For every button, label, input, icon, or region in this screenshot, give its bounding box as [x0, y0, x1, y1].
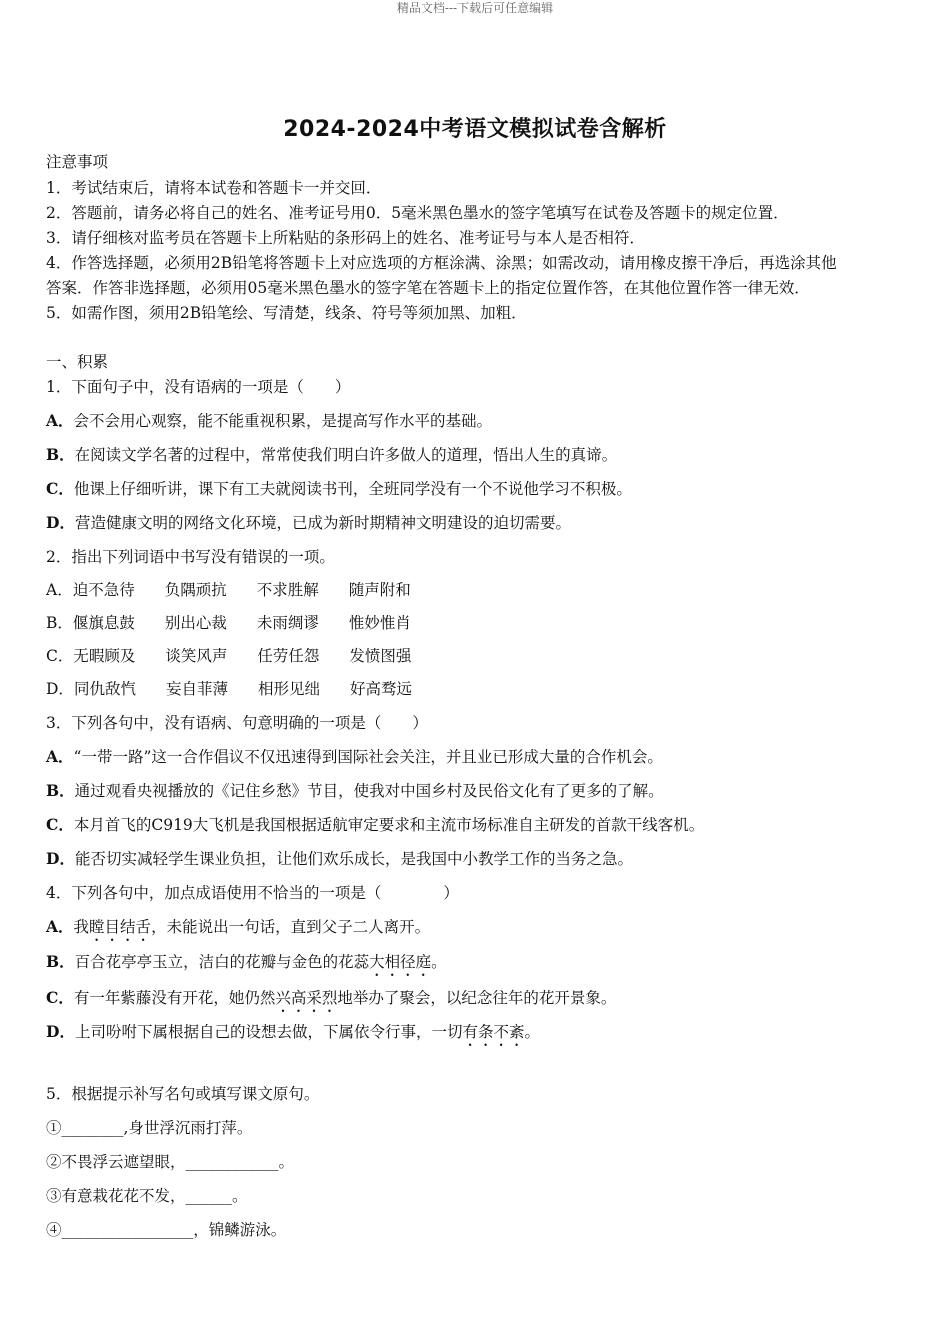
word: 相形见绌 [257, 680, 320, 698]
question-stem: 3．下列各句中，没有语病、句意明确的一项是（ ） [46, 714, 428, 732]
option-letter: B． [46, 445, 75, 464]
fill-item: ③有意栽花花不发，______。 [46, 1187, 248, 1205]
option-letter: B． [46, 614, 73, 632]
option-text: 。 [431, 953, 447, 971]
option-text: 。 [524, 1023, 540, 1041]
option-row [46, 613, 411, 633]
word: 谈笑风声 [165, 647, 228, 665]
option-text: 能否切实减轻学生课业负担，让他们欢乐成长，是我国中小教学工作的当务之急。 [74, 850, 633, 868]
word: 好高骛远 [349, 680, 412, 698]
word: 偃旗息鼓 [72, 614, 135, 632]
question-stem: 2．指出下列词语中书写没有错误的一项。 [46, 548, 335, 566]
option-text: 地举办了聚会，以纪念往年的花开景象。 [337, 989, 617, 1007]
word: 发愤图强 [349, 647, 412, 665]
option-letter: C． [46, 647, 74, 665]
option-text: “一带一路”这一合作倡议不仅迅速得到国际社会关注，并且业已形成大量的合作机会。 [73, 748, 663, 766]
option-row [46, 988, 616, 1016]
notice-item: 1．考试结束后，请将本试卷和答题卡一并交回． [46, 179, 382, 197]
option-letter: C． [46, 815, 74, 834]
option-letter: C． [46, 479, 74, 498]
option-row [46, 646, 411, 666]
option-text: 通过观看央视播放的《记住乡愁》节目，使我对中国乡村及民俗文化有了更多的了解。 [74, 782, 664, 800]
option-row [46, 513, 571, 533]
notice-item: 2．答题前，请务必将自己的姓名、准考证号用0．5毫米黑色墨水的签字笔填写在试卷及答题卡的规定位置． [46, 204, 789, 222]
notice-heading: 注意事项 [46, 153, 109, 171]
question-stem: 5．根据提示补写名句或填写课文原句。 [46, 1085, 320, 1103]
option-text: 上司吩咐下属根据自己的设想去做，下属依令行事，一切 [74, 1023, 463, 1041]
section-heading: 一、积累 [46, 353, 109, 371]
option-letter: D． [46, 680, 74, 698]
notice-item: 3．请仔细核对监考员在答题卡上所粘贴的条形码上的姓名、准考证号与本人是否相符． [46, 229, 645, 247]
option-letter: B． [46, 952, 75, 971]
word: 惟妙惟肖 [348, 614, 411, 632]
dotted-idiom: 兴高采烈 [275, 989, 338, 1007]
option-letter: C． [46, 988, 74, 1007]
fill-item: ①________,身世浮沉雨打萍。 [46, 1119, 253, 1137]
option-row [46, 815, 704, 835]
option-row [46, 781, 664, 801]
option-row [46, 679, 412, 699]
word: 负隅顽抗 [164, 581, 227, 599]
option-text: 有一年紫藤没有开花，她仍然 [73, 989, 276, 1007]
notice-item: 答案．作答非选择题，必须用05毫米黑色墨水的签字笔在答题卡上的指定位置作答，在其他位置作答一律无效． [46, 279, 810, 297]
option-text: ，未能说出一句话，直到父子二人离开。 [151, 918, 431, 936]
option-letter: A． [46, 747, 74, 766]
option-letter: D． [46, 1022, 75, 1041]
word: 同仇敌忾 [73, 680, 136, 698]
option-text: 我 [73, 918, 90, 936]
option-text: 他课上仔细听讲，课下有工夫就阅读书刊，全班同学没有一个不说他学习不积极。 [73, 480, 632, 498]
question-stem: 1．下面句子中，没有语病的一项是（ ） [46, 378, 351, 396]
word: 无暇顾及 [73, 647, 136, 665]
fill-item: ②不畏浮云遮望眼，____________。 [46, 1153, 295, 1171]
option-text: 会不会用心观察，能不能重视积累，是提高写作水平的基础。 [73, 412, 493, 430]
dotted-idiom: 有条不紊 [462, 1023, 525, 1041]
word: 未雨绸谬 [256, 614, 319, 632]
word: 迫不急待 [72, 581, 135, 599]
word: 妄自菲薄 [165, 680, 228, 698]
option-text: 营造健康文明的网络文化环境，已成为新时期精神文明建设的迫切需要。 [74, 514, 571, 532]
option-row [46, 411, 492, 431]
option-row [46, 479, 632, 499]
dotted-idiom: 大相径庭 [369, 953, 432, 971]
option-text: 百合花亭亭玉立，洁白的花瓣与金色的花蕊 [74, 953, 370, 971]
option-text: 在阅读文学名著的过程中，常常使我们明白许多做人的道理，悟出人生的真谛。 [74, 446, 618, 464]
page-title: 2024-2024中考语文模拟试卷含解析 [283, 117, 667, 142]
option-row [46, 849, 633, 869]
word: 不求胜解 [256, 581, 319, 599]
option-row [46, 445, 617, 465]
dotted-idiom: 瞠目结舌 [89, 918, 152, 936]
header-note: 精品文档---下载后可任意编辑 [396, 1, 554, 15]
word: 别出心裁 [164, 614, 227, 632]
option-row [46, 952, 447, 980]
notice-item: 4．作答选择题，必须用2B铅笔将答题卡上对应选项的方框涂满、涂黑；如需改动，请用橡皮擦干净后，再选涂其他 [46, 254, 837, 272]
option-letter: A． [46, 581, 73, 599]
option-letter: A． [46, 917, 74, 936]
option-row [46, 580, 411, 600]
option-row [46, 747, 663, 767]
notice-item: 5．如需作图，须用2B铅笔绘、写清楚，线条、符号等须加黑、加粗． [46, 304, 527, 322]
option-text: 本月首飞的C919大飞机是我国根据适航审定要求和主流市场标准自主研发的首款干线客机。 [73, 816, 705, 834]
word: 任劳任怨 [257, 647, 320, 665]
option-row [46, 917, 430, 945]
word: 随声附和 [348, 581, 411, 599]
option-letter: A． [46, 411, 74, 430]
question-stem: 4．下列各句中，加点成语使用不恰当的一项是（ ） [46, 884, 459, 902]
option-letter: D． [46, 849, 75, 868]
fill-item: ④_________________，锦鳞游泳。 [46, 1221, 287, 1239]
option-letter: B． [46, 781, 75, 800]
option-letter: D． [46, 513, 75, 532]
option-row [46, 1022, 540, 1050]
